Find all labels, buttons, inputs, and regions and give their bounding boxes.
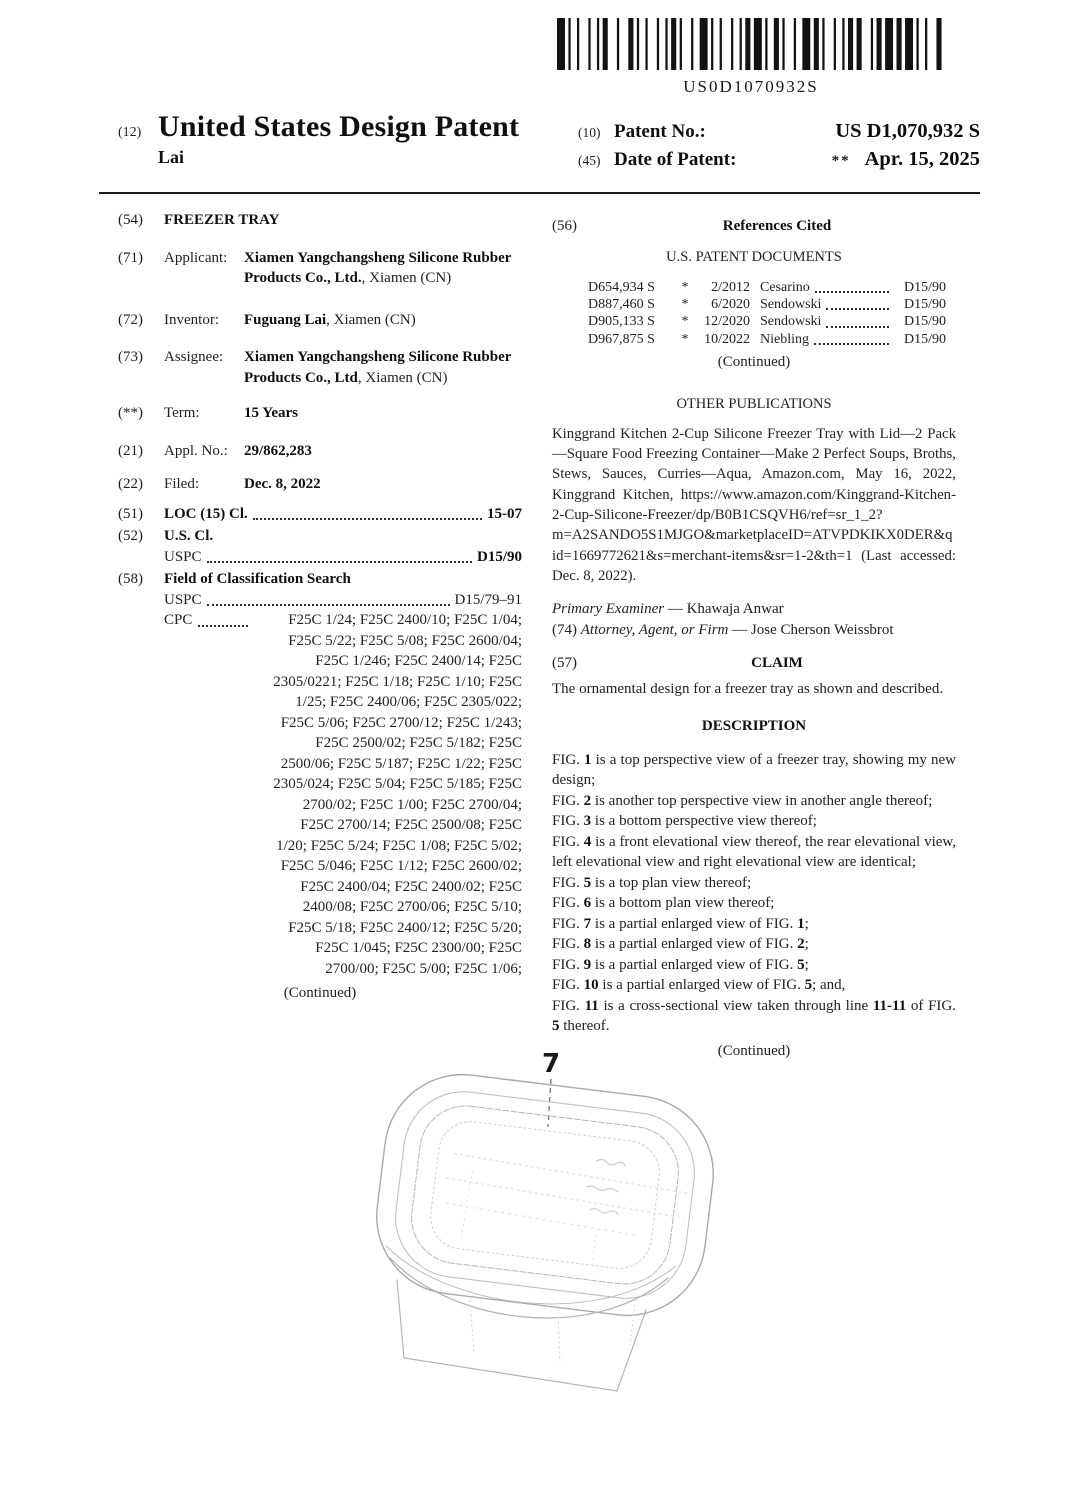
cpc-codes: F25C 1/045; F25C 2300/00; F25C [315, 940, 522, 956]
applicant-row [118, 248, 522, 289]
ref-date: 12/2020 [704, 314, 750, 330]
field-21-number: (21) [118, 442, 143, 459]
invention-title: FREEZER TRAY [164, 212, 280, 228]
field-56-number: (56) [552, 218, 577, 234]
uspc-label: USPC [164, 548, 202, 565]
reference-row [588, 331, 946, 348]
header [118, 110, 980, 190]
cpc-codes: 2305/024; F25C 5/04; F25C 5/185; F25C [273, 776, 522, 792]
date-of-patent-label: Date of Patent: [614, 149, 737, 170]
attorney-name: Jose Cherson Weissbrot [750, 621, 894, 638]
attorney-line [552, 620, 956, 641]
field-uspc-value: D15/79–91 [454, 591, 522, 608]
figure-drawing [300, 1038, 800, 1478]
figure-descriptions [552, 750, 956, 1037]
ref-classification: D15/90 [904, 280, 946, 295]
cpc-codes: 1/20; F25C 5/24; F25C 1/08; F25C 5/02; [276, 837, 522, 854]
field-of-search-label: Field of Classification Search [164, 571, 351, 587]
field-22-number: (22) [118, 476, 143, 492]
attorney-label: Attorney, Agent, or Firm [580, 621, 729, 638]
figure-description-line: FIG. 1 is a top perspective view of a freezer tray, showing my new design; [552, 751, 956, 789]
inventor-row [118, 310, 522, 331]
cpc-label: CPC [164, 612, 193, 628]
figure-leader-line [548, 1079, 551, 1127]
filed-label: Filed: [164, 476, 200, 492]
figure-description-line: FIG. 5 is a top plan view thereof; [552, 874, 752, 891]
em-dash: — [732, 621, 748, 638]
dot-leader [207, 604, 450, 606]
left-column [118, 210, 522, 1004]
inventor-location: , Xiamen (CN) [326, 311, 416, 328]
cpc-codes: F25C 1/246; F25C 2400/14; F25C [315, 653, 522, 669]
us-patent-documents-heading: U.S. PATENT DOCUMENTS [666, 248, 842, 265]
figure-description-line: FIG. 8 is a partial enlarged view of FIG. 2; [552, 936, 809, 953]
patent-number: US D1,070,932 S [835, 120, 980, 142]
field-52-number: (52) [118, 528, 143, 544]
figure-description-line: FIG. 2 is another top perspective view in another angle thereof; [552, 792, 933, 809]
cpc-codes: F25C 2500/02; F25C 5/182; F25C [315, 735, 522, 751]
field-71-number: (71) [118, 249, 143, 266]
document-title: United States Design Patent [158, 110, 520, 143]
term-value: 15 Years [244, 405, 299, 421]
figure-ref-numeral: 7 [542, 1049, 561, 1079]
cpc-codes: 1/25; F25C 2400/06; F25C 2305/022; [295, 694, 522, 710]
us-cl-row [118, 526, 522, 547]
dot-leader [253, 518, 482, 520]
ref-star: * [681, 280, 689, 295]
barcode [553, 18, 949, 97]
cpc-codes: F25C 2700/14; F25C 2500/08; F25C [300, 817, 522, 833]
loc-value: 15-07 [487, 505, 522, 522]
term-extension-stars: ** [831, 153, 851, 169]
field-uspc-row [118, 590, 522, 611]
ref-patent-number: D887,460 S [588, 297, 655, 313]
inventor-surname: Lai [158, 147, 185, 167]
em-dash: — [667, 601, 683, 618]
ref-star: * [681, 314, 689, 330]
title-row [118, 210, 522, 231]
claim-heading: CLAIM [751, 655, 803, 672]
ref-patent-number: D654,934 S [588, 280, 655, 295]
applicant-name: Xiamen Yangchangsheng Silicone Rubber Products Co., Ltd. [244, 249, 512, 286]
dot-leader [198, 625, 248, 627]
uspc-value: D15/90 [477, 548, 522, 565]
field-12-number: (12) [118, 125, 142, 140]
assignee-name: Xiamen Yangchangsheng Silicone Rubber Products Co., Ltd [244, 349, 512, 386]
assignee-location: , Xiamen (CN) [357, 369, 448, 386]
loc-label: LOC (15) Cl. [164, 505, 248, 522]
patent-no-label: Patent No.: [614, 121, 706, 142]
cpc-codes: F25C 5/22; F25C 5/08; F25C 2600/04; [288, 632, 522, 649]
refs-continued-note: (Continued) [717, 353, 791, 370]
ref-date: 6/2020 [711, 297, 750, 313]
ref-patent-number: D967,875 S [588, 331, 655, 347]
cpc-codes: F25C 5/06; F25C 2700/12; F25C 1/243; [280, 714, 522, 731]
ref-star: * [681, 331, 689, 347]
examiner-block [552, 599, 956, 640]
left-continued-note: (Continued) [283, 985, 357, 1001]
field-73-number: (73) [118, 349, 143, 365]
appl-no-value: 29/862,283 [244, 442, 312, 459]
barcode-number: US0D1070932S [683, 77, 819, 96]
dot-leader [207, 561, 472, 563]
description-continued-note: (Continued) [717, 1042, 791, 1059]
references-table [588, 279, 946, 348]
ref-date: 10/2022 [704, 331, 750, 347]
field-54-number: (54) [118, 212, 143, 228]
ref-classification: D15/90 [904, 314, 946, 330]
claim-heading-row [552, 653, 956, 674]
inventor-value [244, 310, 522, 331]
figure-description-line: FIG. 11 is a cross-sectional view taken through line 11-11 of FIG. 5 thereof. [552, 997, 956, 1035]
ref-inventor-name: Niebling [760, 331, 809, 347]
cpc-codes: F25C 5/046; F25C 1/12; F25C 2600/02; [280, 858, 522, 874]
date-of-patent: Apr. 15, 2025 [864, 148, 980, 170]
freezer-tray-drawing [368, 1066, 722, 1391]
assignee-row [118, 347, 522, 388]
cpc-codes: 2700/02; F25C 1/00; F25C 2700/04; [302, 796, 522, 813]
cpc-codes: F25C 1/24; F25C 2400/10; F25C 1/04; [288, 612, 522, 628]
cpc-codes: 2500/06; F25C 5/187; F25C 1/22; F25C [280, 755, 522, 772]
ref-date: 2/2012 [711, 280, 750, 295]
loc-class-row [118, 504, 522, 525]
ref-patent-number: D905,133 S [588, 314, 655, 330]
field-57-number: (57) [552, 655, 577, 672]
cpc-first-line [164, 610, 522, 631]
ref-classification: D15/90 [904, 297, 946, 313]
ref-classification: D15/90 [904, 331, 946, 347]
us-cl-label: U.S. Cl. [164, 528, 214, 544]
dot-leader [814, 343, 889, 345]
other-publications-heading: OTHER PUBLICATIONS [676, 396, 832, 413]
applicant-label: Applicant: [164, 249, 228, 266]
cpc-codes: 2400/08; F25C 2700/06; F25C 5/10; [302, 899, 522, 915]
header-right [578, 118, 980, 174]
right-column [552, 210, 956, 1061]
other-publications-text: Kinggrand Kitchen 2-Cup Silicone Freezer Tray with Lid—2 Pack—Square Food Freezing Container—Make 2 Perfect Soups, Broths, Stews, Sauces, Curries—Aqua, Amazon.com, May 16, 2022, Kinggrand Kitchen, https://www.amazon.com/Kinggrand-Kitchen-2-Cup-Silicone-Freezer/dp/B0B1CSQVH6/ref=sr_1_2?m=A2SANDO5S1MJGO&marketplaceID=ATVPDKIKX0DER&qid=1669772621&s=merchant-items&sr=1-2&th=1 (Last accessed: Dec. 8, 2022). [552, 425, 956, 584]
dot-leader [826, 308, 889, 310]
assignee-value [244, 347, 522, 388]
figure-description-line: FIG. 9 is a partial enlarged view of FIG. 5; [552, 956, 809, 973]
appl-no-label: Appl. No.: [164, 442, 228, 459]
cpc-codes: F25C 2400/04; F25C 2400/02; F25C [300, 878, 522, 895]
field-10-number: (10) [578, 125, 601, 140]
barcode-bars [557, 18, 945, 70]
cpc-codes: 2700/00; F25C 5/00; F25C 1/06; [325, 960, 522, 977]
field-72-number: (72) [118, 311, 143, 328]
header-divider [99, 192, 980, 194]
figure-description-line: FIG. 6 is a bottom plan view thereof; [552, 895, 775, 912]
term-row [118, 403, 522, 424]
ref-inventor-name: Sendowski [760, 297, 822, 313]
field-74-number: (74) [552, 621, 577, 638]
ref-inventor-name: Sendowski [760, 314, 822, 330]
field-term-number: (**) [118, 405, 143, 421]
dot-leader [826, 326, 889, 328]
primary-examiner-line [552, 599, 956, 620]
references-cited-row [552, 216, 956, 237]
header-left [118, 110, 519, 168]
uspc-row [118, 547, 522, 568]
figure-description-line: FIG. 3 is a bottom perspective view thereof; [552, 813, 817, 830]
cpc-codes: F25C 5/18; F25C 2400/12; F25C 5/20; [288, 919, 522, 936]
description-heading: DESCRIPTION [701, 718, 807, 735]
term-label: Term: [164, 405, 200, 421]
reference-row [588, 296, 946, 313]
inventor-label: Inventor: [164, 311, 219, 328]
primary-examiner-label: Primary Examiner [552, 601, 665, 618]
applicant-location: , Xiamen (CN) [361, 270, 452, 286]
primary-examiner-name: Khawaja Anwar [686, 601, 784, 618]
assignee-label: Assignee: [164, 349, 224, 365]
applicant-value [244, 248, 522, 289]
references-cited-heading: References Cited [722, 218, 832, 234]
field-58-number: (58) [118, 571, 143, 587]
inventor-name: Fuguang Lai [244, 311, 327, 328]
application-number-row [118, 441, 522, 462]
cpc-list [164, 610, 522, 979]
dot-leader [815, 291, 889, 293]
figure-description-line: FIG. 7 is a partial enlarged view of FIG. 1; [552, 915, 809, 932]
filed-row [118, 474, 522, 495]
cpc-codes: 2305/0221; F25C 1/18; F25C 1/10; F25C [273, 673, 522, 690]
figure-description-line: FIG. 4 is a front elevational view thereof, the rear elevational view, left elevational view and right elevational view are identical; [552, 833, 956, 871]
ref-inventor-name: Cesarino [760, 280, 810, 295]
filed-value: Dec. 8, 2022 [244, 476, 321, 492]
reference-row [588, 279, 946, 296]
claim-text: The ornamental design for a freezer tray as shown and described. [552, 680, 944, 697]
reference-row [588, 313, 946, 330]
ref-star: * [681, 297, 689, 313]
field-of-search-row [118, 569, 522, 590]
figure-description-line: FIG. 10 is a partial enlarged view of FIG. 5; and, [552, 977, 846, 994]
field-51-number: (51) [118, 505, 143, 522]
field-45-number: (45) [578, 153, 601, 168]
field-uspc-label: USPC [164, 591, 202, 608]
